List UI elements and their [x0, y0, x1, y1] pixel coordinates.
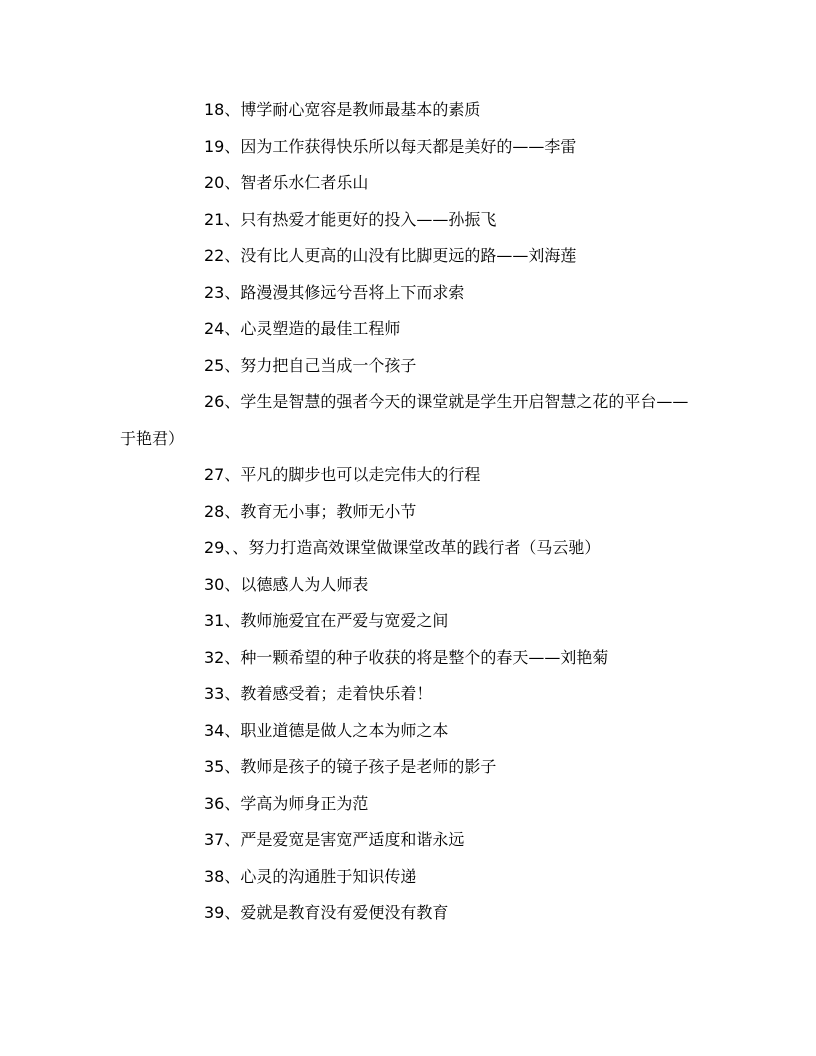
list-item: 24、心灵塑造的最佳工程师: [204, 319, 401, 338]
list-item: 35、教师是孩子的镜子孩子是老师的影子: [204, 757, 497, 776]
list-item: 22、没有比人更高的山没有比脚更远的路——刘海莲: [204, 246, 577, 265]
list-item: 36、学高为师身正为范: [204, 793, 369, 813]
list-item: 23、路漫漫其修远兮吾将上下而求索: [204, 282, 465, 302]
list-item: 33、教着感受着；走着快乐着！: [204, 684, 433, 703]
list-item: 19、因为工作获得快乐所以每天都是美好的——李雷: [204, 136, 577, 156]
list-item: 28、教育无小事；教师无小节: [204, 501, 417, 521]
quote-list: [120, 92, 696, 932]
list-item: 21、只有热爱才能更好的投入——孙振飞: [204, 209, 497, 229]
list-item: 34、职业道德是做人之本为师之本: [204, 720, 449, 740]
list-item: 26、学生是智慧的强者今天的课堂就是学生开启智慧之花的平台——于艳君）: [120, 392, 689, 448]
list-item: 38、心灵的沟通胜于知识传递: [204, 866, 417, 886]
list-item: 29、、努力打造高效课堂做课堂改革的践行者（马云驰）: [204, 538, 601, 557]
list-item: 18、博学耐心宽容是教师最基本的素质: [204, 100, 481, 119]
list-item: 20、智者乐水仁者乐山: [204, 173, 369, 192]
list-item: 31、教师施爱宜在严爱与宽爱之间: [204, 611, 449, 630]
list-item: 25、努力把自己当成一个孩子: [204, 355, 417, 375]
list-item: 37、严是爱宽是害宽严适度和谐永远: [204, 830, 465, 849]
list-item: 39、爱就是教育没有爱便没有教育: [204, 903, 449, 922]
list-item: 27、平凡的脚步也可以走完伟大的行程: [204, 465, 481, 484]
list-item: 32、种一颗希望的种子收获的将是整个的春天——刘艳菊: [204, 647, 609, 667]
list-item: 30、以德感人为人师表: [204, 574, 369, 594]
